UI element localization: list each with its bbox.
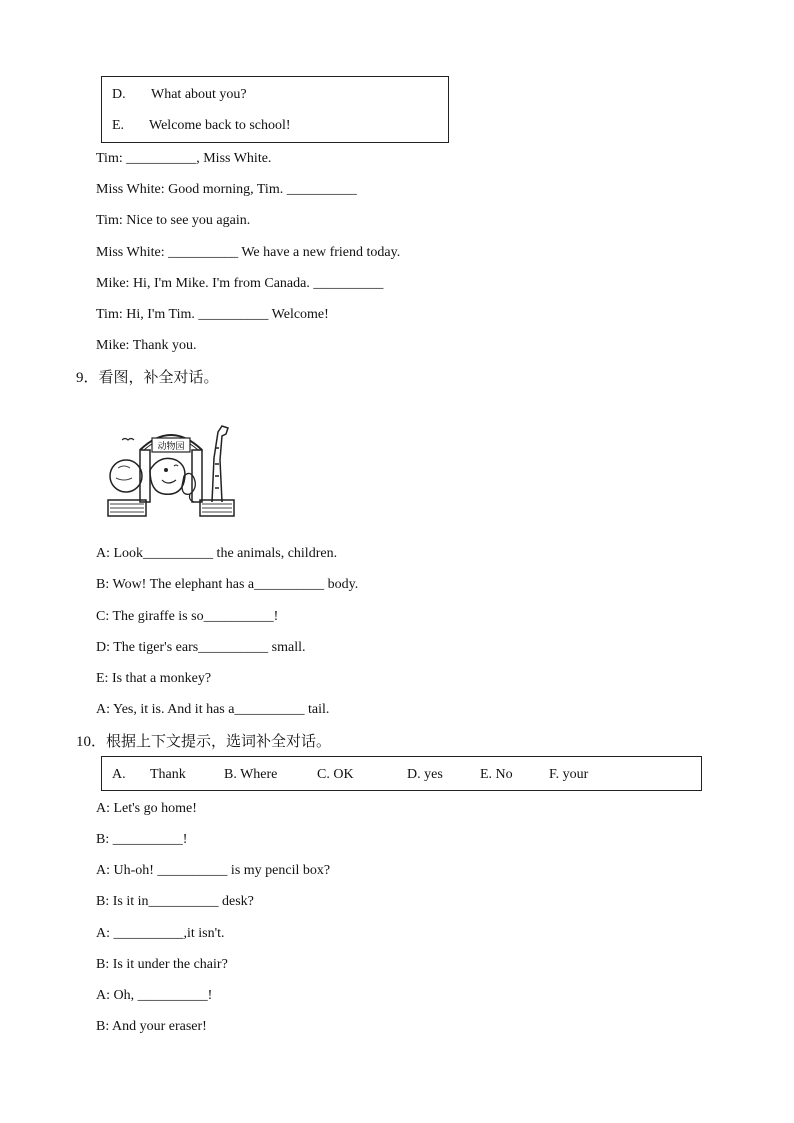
q10-line: B: And your eraser! xyxy=(96,1019,207,1034)
q9-line: D: The tiger's ears__________ small. xyxy=(96,640,306,655)
q10-line: A: Oh, __________! xyxy=(96,988,213,1003)
q10-option: C. OK xyxy=(317,767,354,782)
q10-line: B: Is it in__________ desk? xyxy=(96,894,254,909)
dialogue-line: Miss White: Good morning, Tim. __________ xyxy=(96,182,357,197)
q9-line: A: Yes, it is. And it has a__________ tail. xyxy=(96,702,330,717)
q10-option: D. yes xyxy=(407,767,443,782)
question-9-title: 9．看图，补全对话。 xyxy=(76,370,219,386)
dialogue-line: Mike: Thank you. xyxy=(96,338,197,353)
dialogue-line: Mike: Hi, I'm Mike. I'm from Canada. __________ xyxy=(96,276,384,291)
option-d-text: What about you? xyxy=(151,87,247,102)
q9-line: E: Is that a monkey? xyxy=(96,671,212,686)
q9-line: A: Look__________ the animals, children. xyxy=(96,546,338,561)
q10-line: A: __________,it isn't. xyxy=(96,926,225,941)
q10-line: A: Let's go home! xyxy=(96,801,197,816)
option-d-letter: D. xyxy=(112,87,126,102)
q10-line: B: Is it under the chair? xyxy=(96,957,228,972)
q10-option: A. xyxy=(112,767,126,782)
q10-line: A: Uh-oh! __________ is my pencil box? xyxy=(96,863,331,878)
q10-option: E. No xyxy=(480,767,513,782)
q10-line: B: __________! xyxy=(96,832,188,847)
q10-option: F. your xyxy=(549,767,589,782)
option-e-letter: E. xyxy=(112,118,125,133)
dialogue-line: Miss White: __________ We have a new friend today. xyxy=(96,245,401,260)
q10-option: Thank xyxy=(150,767,186,782)
zoo-illustration xyxy=(104,418,238,520)
dialogue-line: Tim: __________, Miss White. xyxy=(96,151,272,166)
q10-option: B. Where xyxy=(224,767,278,782)
zoo-sign-text: 动物园 xyxy=(157,442,185,452)
dialogue-line: Tim: Hi, I'm Tim. __________ Welcome! xyxy=(96,307,329,322)
q9-line: B: Wow! The elephant has a__________ body. xyxy=(96,577,359,592)
options-box-q10 xyxy=(101,756,702,791)
dialogue-line: Tim: Nice to see you again. xyxy=(96,213,251,228)
question-10-title: 10．根据上下文提示，选词补全对话。 xyxy=(76,734,332,750)
q9-line: C: The giraffe is so__________! xyxy=(96,609,279,624)
option-e-text: Welcome back to school! xyxy=(149,118,291,133)
